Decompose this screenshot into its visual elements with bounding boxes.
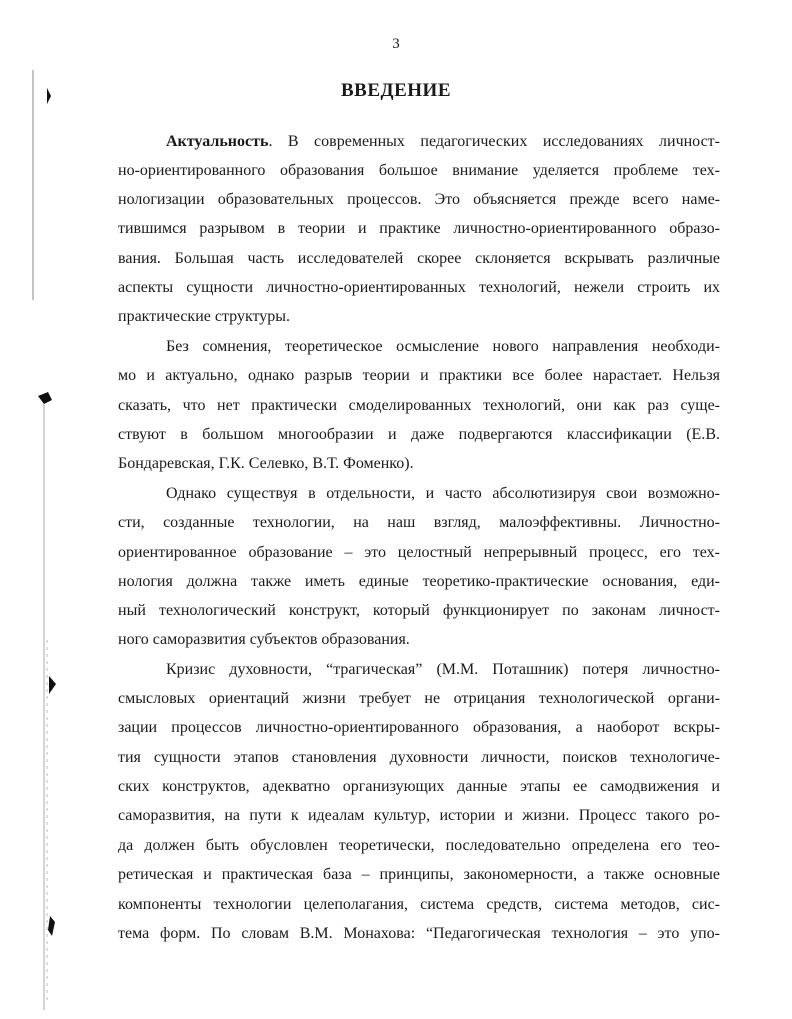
scan-margin-artifacts [0,0,70,1019]
paragraph-line: мо и актуально, однако разрыв теории и практики все более нарастает. Нельзя [118,367,720,384]
paragraph-line: компоненты технологии целеполагания, система средств, система методов, сис- [118,896,720,913]
paragraph-line: ских конструктов, адекватно организующих данные этапы ее самодвижения и [118,778,720,795]
paragraph-line: ный технологический конструкт, который функционирует по законам личност- [118,602,720,619]
paragraph-line: саморазвития, на пути к идеалам культур, истории и жизни. Процесс такого ро- [118,807,720,824]
paragraph-line: практические структуры. [118,308,291,325]
paragraph-line: сти, созданные технологии, на наш взгляд, малоэффективны. Личностно- [118,514,720,531]
paragraph-line: да должен быть обусловлен теоретически, последовательно определена его тео- [118,837,720,854]
paragraph-line: аспекты сущности личностно-ориентированных технологий, нежели строить их [118,279,720,296]
paragraph-line: ного саморазвития субъектов образования. [118,631,410,648]
paragraph-line: тившимся разрывом в теории и практике личностно-ориентированного образо- [118,220,720,237]
page-number: 3 [392,36,400,52]
paragraph-line: но-ориентированного образования большое внимание уделяется проблеме тех- [118,162,720,179]
paragraph-line: зации процессов личностно-ориентированного образования, а наоборот вскры- [118,719,720,736]
relevance-lead: Актуальность [166,133,269,150]
paragraph-line: нология должна также иметь единые теоретико-практические основания, еди- [118,573,720,590]
paragraph-line: ретическая и практическая база – принципы, закономерности, а также основные [118,866,720,883]
paragraph-line: Кризис духовности, “трагическая” (М.М. Поташник) потеря личностно- [166,661,720,678]
paragraph-line: Бондаревская, Г.К. Селевко, В.Т. Фоменко). [118,455,414,472]
paragraph-line: тия сущности этапов становления духовности личности, поисков технологиче- [118,749,720,766]
paragraph-line: ствуют в большом многообразии и даже подвергаются классификации (Е.В. [118,426,720,443]
paragraph-line: Однако существуя в отдельности, и часто абсолютизируя свои возможно- [166,485,720,502]
paragraph-line: нологизации образовательных процессов. Это объясняется прежде всего наме- [118,191,720,208]
paragraph-line: смысловых ориентаций жизни требует не отрицания технологической органи- [118,690,720,707]
paragraph-line: Без сомнения, теоретическое осмысление нового направления необходи- [166,338,720,355]
paragraph-line: Актуальность. В современных педагогических исследованиях личност- [166,133,720,150]
paragraph-line: тема форм. По словам В.М. Монахова: “Педагогическая технология – это упо- [118,925,720,942]
paragraph-line: ориентированное образование – это целостный непрерывный процесс, его тех- [118,544,720,561]
paragraph-line: вания. Большая часть исследователей скорее склоняется вскрывать различные [118,250,720,267]
paragraph-line: сказать, что нет практически смоделированных технологий, они как раз суще- [118,397,720,414]
section-title: ВВЕДЕНИЕ [341,80,451,101]
